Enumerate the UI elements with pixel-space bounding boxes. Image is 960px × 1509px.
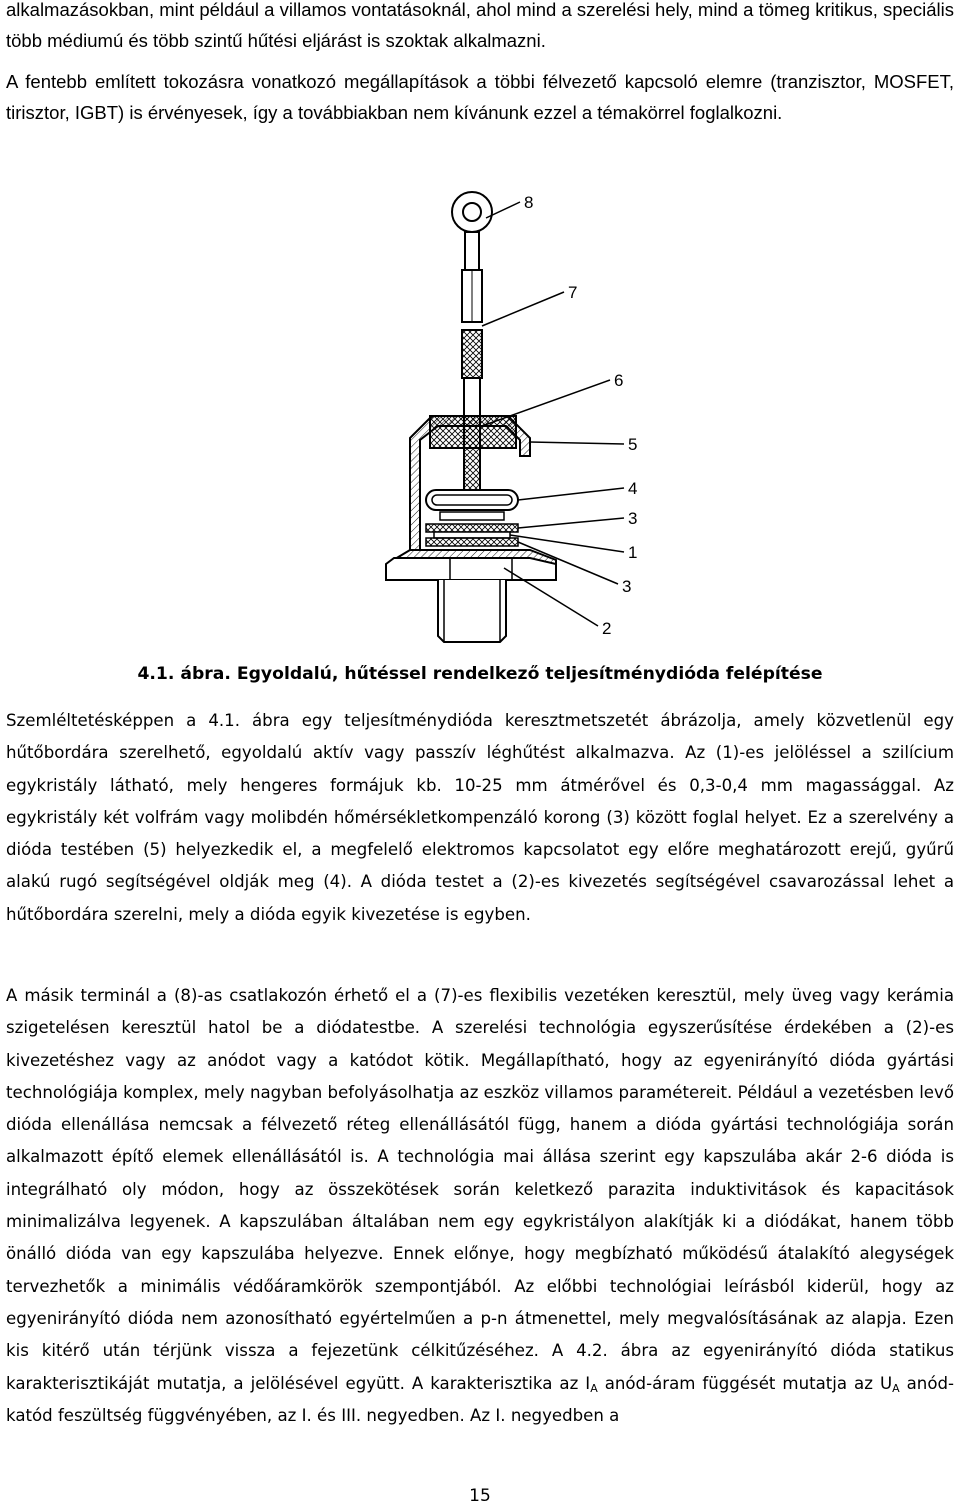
ring-terminal [452, 192, 492, 270]
page-number: 15 [469, 1486, 491, 1506]
subscript-anode-voltage: A [892, 1381, 900, 1395]
disc-stack [426, 524, 518, 546]
paragraph-3-text-end: anód-katód feszültség függvényében, az I. és III. negyedben. Az I. negyedben a [6, 1373, 954, 1425]
callout-2: 2 [602, 619, 612, 638]
paragraph-figure-description: Szemléltetésképpen a 4.1. ábra egy teljesítménydióda keresztmetszetét ábrázolja, amely közvetlenül egy hűtőbordára szerelhető, egyoldalú aktív vagy passzív léghűtést alkalmazva. Az (1)-es jelöléssel a szilícium egykristály látható, mely hengeres formájuk kb. 10-25 mm átmérővel és 0,3-0,4 mm magassággal. Az egykristály két volfrám vagy molibdén hőmérsékletkompenzáló korong (3) között foglal helyet. Ez a szerelvény a dióda testében (5) helyezkedik el, a megfelelő elektromos kapcsolatot egy előre meghatározott erejű, gyűrű alakú rugó segítségével oldják meg (4). A dióda testet a (2)-es kivezetés segítségével csavarozással lehet a hűtőbordára szerelni, mely a dióda egyik kivezetése is egyben. [6, 711, 954, 924]
paragraph-3-text: A másik terminál a (8)-as csatlakozón érhető el a (7)-es flexibilis vezetéken keresztül, mely üveg vagy kerámia szigetelésen keresztül hatol be a diódatestbe. A szerelési technológia egyszerűsítése érdekében a (2)-es kivezetéshez vagy az anódot vagy a katódot kötik. Megállapítható, hogy az egyenirányító dióda gyártási technológiája komplex, mely nagyban befolyásolhatja az eszköz villamos paramétereit. Például a vezetésben levő dióda ellenállása nemcsak a félvezető réteg ellenállásától függ, hanem a dióda gyártási technológiája során alkalmazott építő elemek ellenállásától is. A technológia mai állása szerint egy kapszulába akár 2-6 dióda is integrálható oly módon, hogy az összekötések során keletkező parazita induktivitások és kapacitások minimalizálva legyenek. A kapszulában általában nem egy egykristályon alakítják ki a diódákat, hanem több önálló dióda van egy kapszulába helyezve. Ennek előnye, hogy megbízható működésű átalakító alegységek tervezhetők a minimális védőáramkörök szempontjából. Az előbbi technológiai leírásból kiderül, hogy az egyenirányító dióda nem azonosítható egyértelműen a p-n átmenettel, mely megvalósításának az alapja. Ezen kis kitérő után térjünk vissza a fejezetünk célkitűzéséhez. A 4.2. ábra az egyenirányító dióda statikus karakterisztikáját mutatja, a jelölésével együtt. A karakterisztika az I [6, 986, 954, 1393]
subscript-anode-current: A [590, 1381, 598, 1395]
callout-1: 1 [628, 543, 638, 562]
paragraph-3-text-middle: anód-áram függését mutatja az U [597, 1373, 893, 1393]
callout-4: 4 [628, 479, 638, 498]
callout-6: 6 [614, 371, 624, 390]
callout-7: 7 [568, 283, 578, 302]
diode-cross-section-figure [380, 188, 640, 648]
figure-caption: 4.1. ábra. Egyoldalú, hűtéssel rendelkező teljesítménydióda felépítése [137, 664, 823, 684]
callout-8: 8 [524, 193, 534, 212]
spring-ring [426, 490, 518, 520]
paragraph-terminal-description [6, 980, 954, 1432]
callout-3-lower: 3 [622, 577, 632, 596]
paragraph-packaging-note: A fentebb említett tokozásra vonatkozó megállapítások a többi félvezető kapcsoló elemre (tranzisztor, MOSFET, tirisztor, IGBT) is érvényesek, így a továbbiakban nem kívánunk ezzel a témakörrel foglalkozni. [6, 71, 954, 123]
intro-text-block [6, 0, 954, 128]
flexible-lead [462, 270, 482, 416]
paragraph-continuation: alkalmazásokban, mint például a villamos vontatásoknál, ahol mind a szerelési hely, mind a tömeg kritikus, speciális több médiumú és több szintű hűtési eljárást is szoktak alkalmazni. [6, 0, 954, 51]
callout-5: 5 [628, 435, 638, 454]
threaded-base [386, 550, 556, 642]
callout-3-upper: 3 [628, 509, 638, 528]
